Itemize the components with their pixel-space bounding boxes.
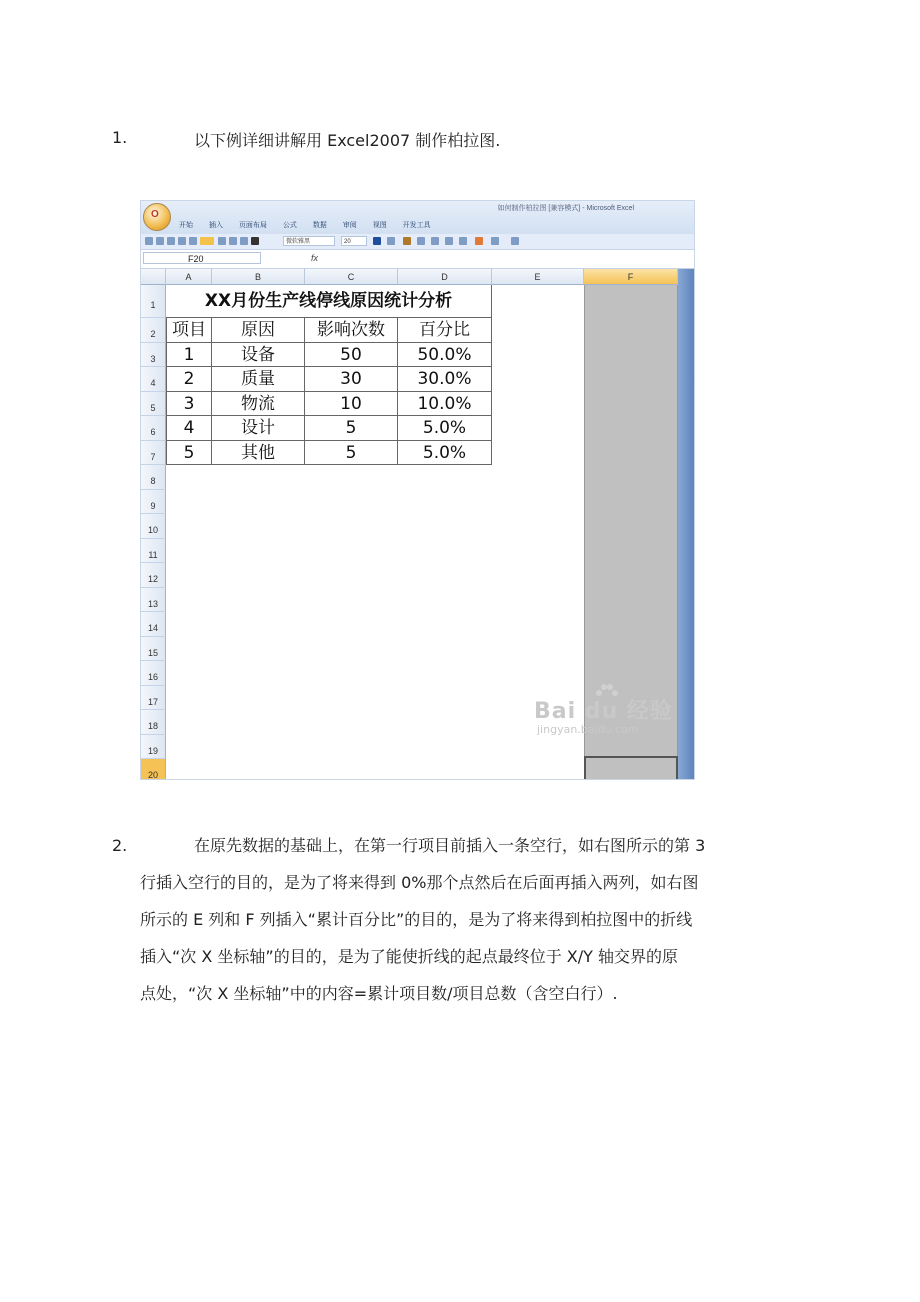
row-header[interactable]: 8: [141, 465, 166, 490]
tab-view[interactable]: 视图: [372, 222, 387, 229]
step-1-number: 1.: [112, 128, 128, 147]
col-header-a[interactable]: A: [166, 269, 212, 285]
baidu-watermark: [534, 694, 673, 736]
row-header[interactable]: 11: [141, 539, 166, 564]
row-header[interactable]: 1: [141, 285, 166, 318]
table-cell[interactable]: 5.0%: [398, 416, 492, 441]
table-cell[interactable]: 30.0%: [398, 367, 492, 392]
table-cell[interactable]: 5: [166, 441, 212, 466]
tab-page-layout[interactable]: 页面布局: [238, 222, 267, 229]
step-2-paragraph: [140, 827, 790, 1012]
col-header-c[interactable]: C: [305, 269, 398, 285]
table-cell[interactable]: 10.0%: [398, 392, 492, 417]
step-2-line-5: 点处，“次 X 坐标轴”中的内容=累计项目数/项目总数（含空白行）.: [140, 984, 618, 1003]
table-cell[interactable]: 5: [305, 416, 398, 441]
brush-icon[interactable]: [403, 237, 411, 245]
table-cell[interactable]: 50.0%: [398, 343, 492, 368]
excel-screenshot: [140, 200, 695, 780]
font-name-box[interactable]: 微软雅黑: [283, 236, 335, 246]
tab-formulas[interactable]: 公式: [282, 222, 297, 229]
open-icon[interactable]: [156, 237, 164, 245]
table-header-cell[interactable]: 原因: [212, 318, 305, 343]
ribbon-tabs: [179, 220, 445, 230]
step-1-text: 以下例详细讲解用 Excel2007 制作柏拉图.: [194, 131, 501, 150]
row-header[interactable]: 9: [141, 490, 166, 515]
paw-icon: [596, 684, 616, 698]
row-header[interactable]: 13: [141, 588, 166, 613]
step-2-line-4: 插入“次 X 坐标轴”的目的，是为了能使折线的起点最终位于 X/Y 轴交界的原: [140, 947, 679, 966]
col-header-f[interactable]: F: [584, 269, 678, 285]
chart-icon[interactable]: [459, 237, 467, 245]
table-cell[interactable]: 4: [166, 416, 212, 441]
table-icon[interactable]: [445, 237, 453, 245]
select-all-corner[interactable]: [141, 269, 166, 285]
highlight-icon[interactable]: [200, 237, 214, 245]
bold-icon[interactable]: [251, 237, 259, 245]
tab-review[interactable]: 审阅: [342, 222, 357, 229]
fill-color-icon[interactable]: [387, 237, 395, 245]
step-2-number: 2.: [112, 836, 128, 855]
table-cell[interactable]: 1: [166, 343, 212, 368]
camera-icon[interactable]: [511, 237, 519, 245]
table-cell[interactable]: 设备: [212, 343, 305, 368]
col-header-e[interactable]: E: [492, 269, 584, 285]
name-box[interactable]: F20: [143, 252, 261, 264]
undo-icon[interactable]: [189, 237, 197, 245]
row-header[interactable]: 10: [141, 514, 166, 539]
preview-icon[interactable]: [178, 237, 186, 245]
fx-icon[interactable]: fx: [311, 253, 319, 263]
row-header[interactable]: 19: [141, 735, 166, 760]
table-cell[interactable]: 3: [166, 392, 212, 417]
row-header[interactable]: 2: [141, 318, 166, 343]
table-cell[interactable]: 设计: [212, 416, 305, 441]
align-left-icon[interactable]: [218, 237, 226, 245]
step-2-line-2: 行插入空行的目的，是为了将来得到 0%那个点然后在后面再插入两列，如右图: [140, 873, 699, 892]
tab-insert[interactable]: 插入: [208, 222, 223, 229]
quick-toolbar: [141, 234, 694, 250]
table-cell[interactable]: 5.0%: [398, 441, 492, 466]
table-cell[interactable]: 30: [305, 367, 398, 392]
row-header[interactable]: 4: [141, 367, 166, 392]
table-cell[interactable]: 50: [305, 343, 398, 368]
table-header-cell[interactable]: 影响次数: [305, 318, 398, 343]
table-header-cell[interactable]: 项目: [166, 318, 212, 343]
merge-icon[interactable]: [417, 237, 425, 245]
excel-title-bar: [141, 201, 694, 234]
row-header[interactable]: 18: [141, 710, 166, 735]
borders-icon[interactable]: [431, 237, 439, 245]
row-header[interactable]: 14: [141, 612, 166, 637]
table-cell[interactable]: 10: [305, 392, 398, 417]
step-2-line-1: [140, 827, 790, 864]
sheet-title[interactable]: XX月份生产线停线原因统计分析: [166, 285, 492, 318]
table-cell[interactable]: 其他: [212, 441, 305, 466]
step-2-line-1-text: 在原先数据的基础上，在第一行项目前插入一条空行，如右图所示的第 3: [194, 836, 706, 855]
row-header[interactable]: 16: [141, 661, 166, 686]
formula-bar: [141, 250, 694, 269]
save-icon[interactable]: [145, 237, 153, 245]
col-header-d[interactable]: D: [398, 269, 492, 285]
tab-data[interactable]: 数据: [312, 222, 327, 229]
row-header[interactable]: 15: [141, 637, 166, 662]
print-icon[interactable]: [167, 237, 175, 245]
font-color-icon[interactable]: [373, 237, 381, 245]
row-header[interactable]: 12: [141, 563, 166, 588]
tab-home[interactable]: 开始: [179, 222, 193, 229]
align-right-icon[interactable]: [240, 237, 248, 245]
table-cell[interactable]: 物流: [212, 392, 305, 417]
redo-icon[interactable]: [491, 237, 499, 245]
font-size-box[interactable]: 20: [341, 236, 367, 246]
window-title: 如何制作柏拉图 [兼容模式] - Microsoft Excel: [497, 205, 634, 212]
active-cell-f20[interactable]: [584, 756, 678, 780]
table-cell[interactable]: 5: [305, 441, 398, 466]
row-header[interactable]: 6: [141, 416, 166, 441]
watermark-logo: Bai du 经验: [534, 699, 673, 724]
row-header[interactable]: 17: [141, 686, 166, 711]
tab-developer[interactable]: 开发工具: [402, 222, 431, 229]
vertical-scrollbar[interactable]: [678, 269, 695, 780]
row-header[interactable]: 3: [141, 343, 166, 368]
table-cell[interactable]: 2: [166, 367, 212, 392]
office-button-label: O: [151, 209, 159, 220]
col-header-b[interactable]: B: [212, 269, 305, 285]
step-2-line-3: 所示的 E 列和 F 列插入“累计百分比”的目的，是为了将来得到柏拉图中的折线: [140, 910, 693, 929]
watermark-url: jingyan.baidu.com: [537, 723, 639, 736]
align-center-icon[interactable]: [229, 237, 237, 245]
office-button[interactable]: [143, 203, 171, 231]
row-header[interactable]: 7: [141, 441, 166, 466]
table-cell[interactable]: 质量: [212, 367, 305, 392]
image-icon[interactable]: [475, 237, 483, 245]
row-header[interactable]: 5: [141, 392, 166, 417]
row-header[interactable]: 20: [141, 759, 166, 780]
table-header-cell[interactable]: 百分比: [398, 318, 492, 343]
